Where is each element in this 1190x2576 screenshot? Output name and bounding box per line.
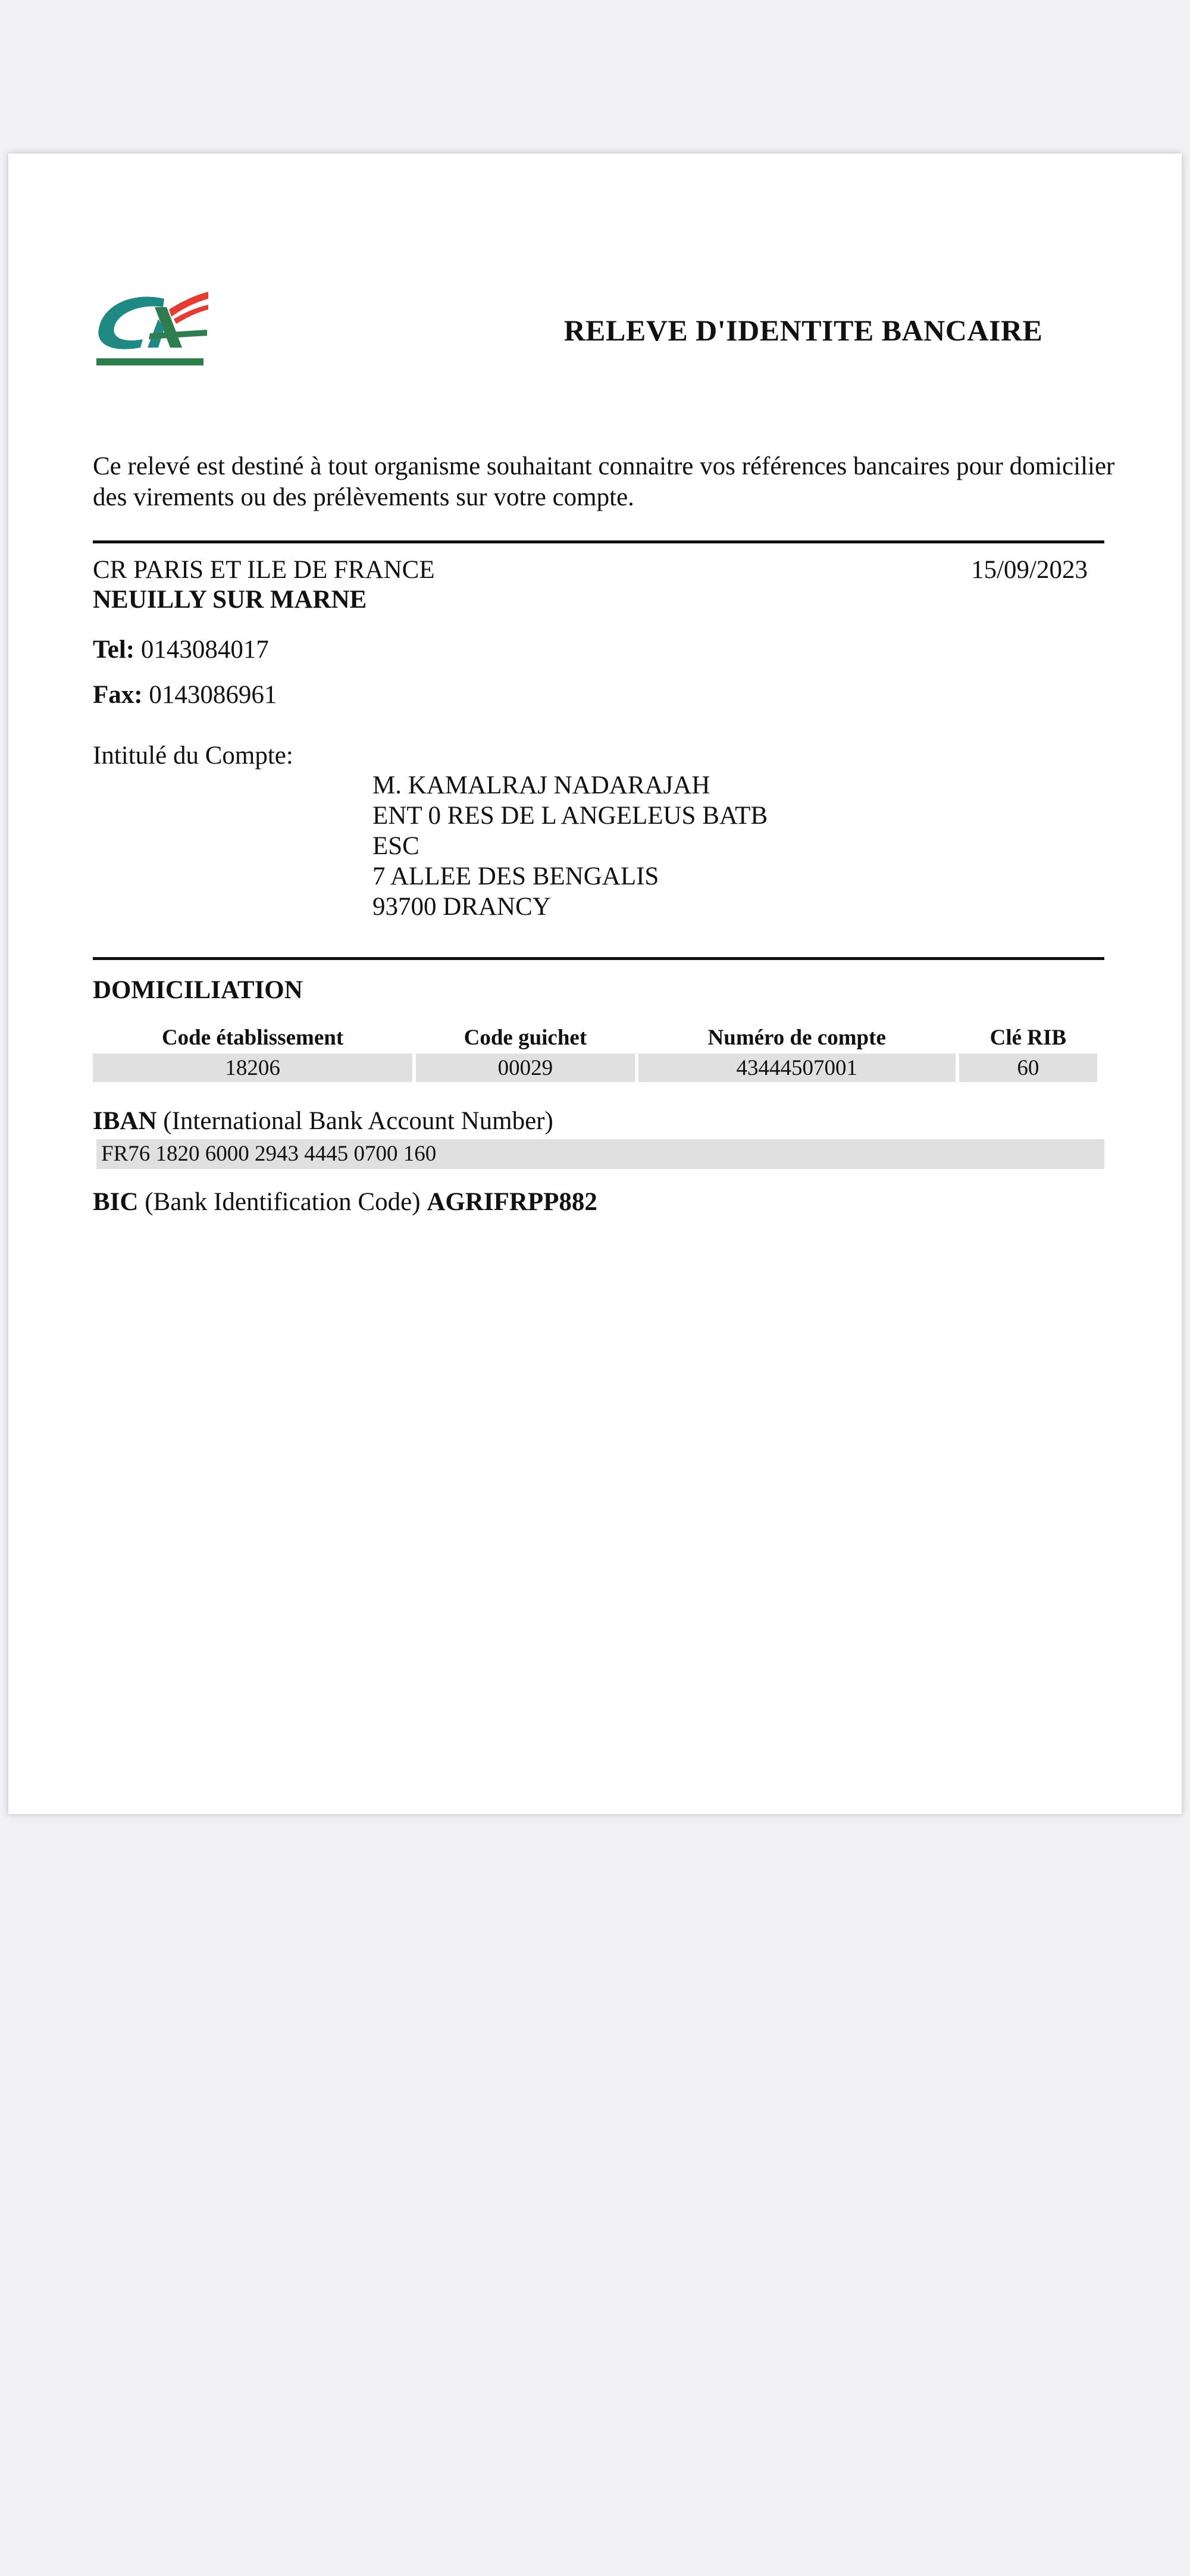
- rib-document: [8, 154, 1182, 1814]
- code-etablissement-value: 18206: [93, 1053, 412, 1082]
- iban-value: FR76 1820 6000 2943 4445 0700 160: [96, 1139, 1104, 1169]
- bic-label: BIC: [93, 1188, 139, 1216]
- document-title: RELEVE D'IDENTITE BANCAIRE: [563, 314, 1043, 347]
- col-code-guichet: Code guichet: [464, 1025, 587, 1050]
- intro-text: Ce relevé est destiné à tout organisme souhaitant connaitre vos références bancaires pour domicilier des virements ou des prélèvements sur votre compte.: [93, 452, 1115, 511]
- bank-name: CR PARIS ET ILE DE FRANCE: [93, 556, 435, 584]
- fax-value: 0143086961: [149, 681, 277, 709]
- numero-compte-value: 43444507001: [638, 1053, 956, 1082]
- iban-description: (International Bank Account Number): [163, 1107, 553, 1135]
- bic-description: (Bank Identification Code): [145, 1188, 421, 1216]
- cle-rib-value: 60: [959, 1053, 1097, 1082]
- bic-value: AGRIFRPP882: [427, 1188, 597, 1216]
- col-cle-rib: Clé RIB: [989, 1025, 1067, 1050]
- statement-date: 15/09/2023: [971, 556, 1088, 584]
- iban-heading: [93, 1106, 553, 1137]
- credit-agricole-logo-icon: [93, 286, 212, 369]
- bank-fax: [93, 680, 277, 711]
- col-code-etablissement: Code établissement: [161, 1025, 344, 1050]
- divider-top: [93, 540, 1104, 543]
- tel-label: Tel:: [93, 636, 135, 664]
- holder-line: ESC: [372, 832, 419, 860]
- holder-line: 93700 DRANCY: [372, 893, 551, 921]
- col-numero-compte: Numéro de compte: [707, 1025, 886, 1050]
- account-label: Intitulé du Compte:: [93, 742, 293, 770]
- domiciliation-heading: DOMICILIATION: [93, 976, 303, 1004]
- tel-value: 0143084017: [140, 636, 269, 664]
- holder-line: 7 ALLEE DES BENGALIS: [372, 862, 659, 890]
- bank-tel: [93, 634, 269, 665]
- code-guichet-value: 00029: [416, 1053, 635, 1082]
- bank-branch: NEUILLY SUR MARNE: [93, 586, 367, 614]
- divider-middle: [93, 957, 1104, 960]
- table-row: [93, 1053, 1097, 1082]
- holder-line: ENT 0 RES DE L ANGELEUS BATB: [372, 802, 768, 830]
- rib-table: [89, 1021, 1101, 1084]
- holder-line: M. KAMALRAJ NADARAJAH: [372, 771, 710, 799]
- iban-label: IBAN: [93, 1107, 157, 1135]
- bic-line: [93, 1187, 597, 1218]
- fax-label: Fax:: [93, 681, 143, 709]
